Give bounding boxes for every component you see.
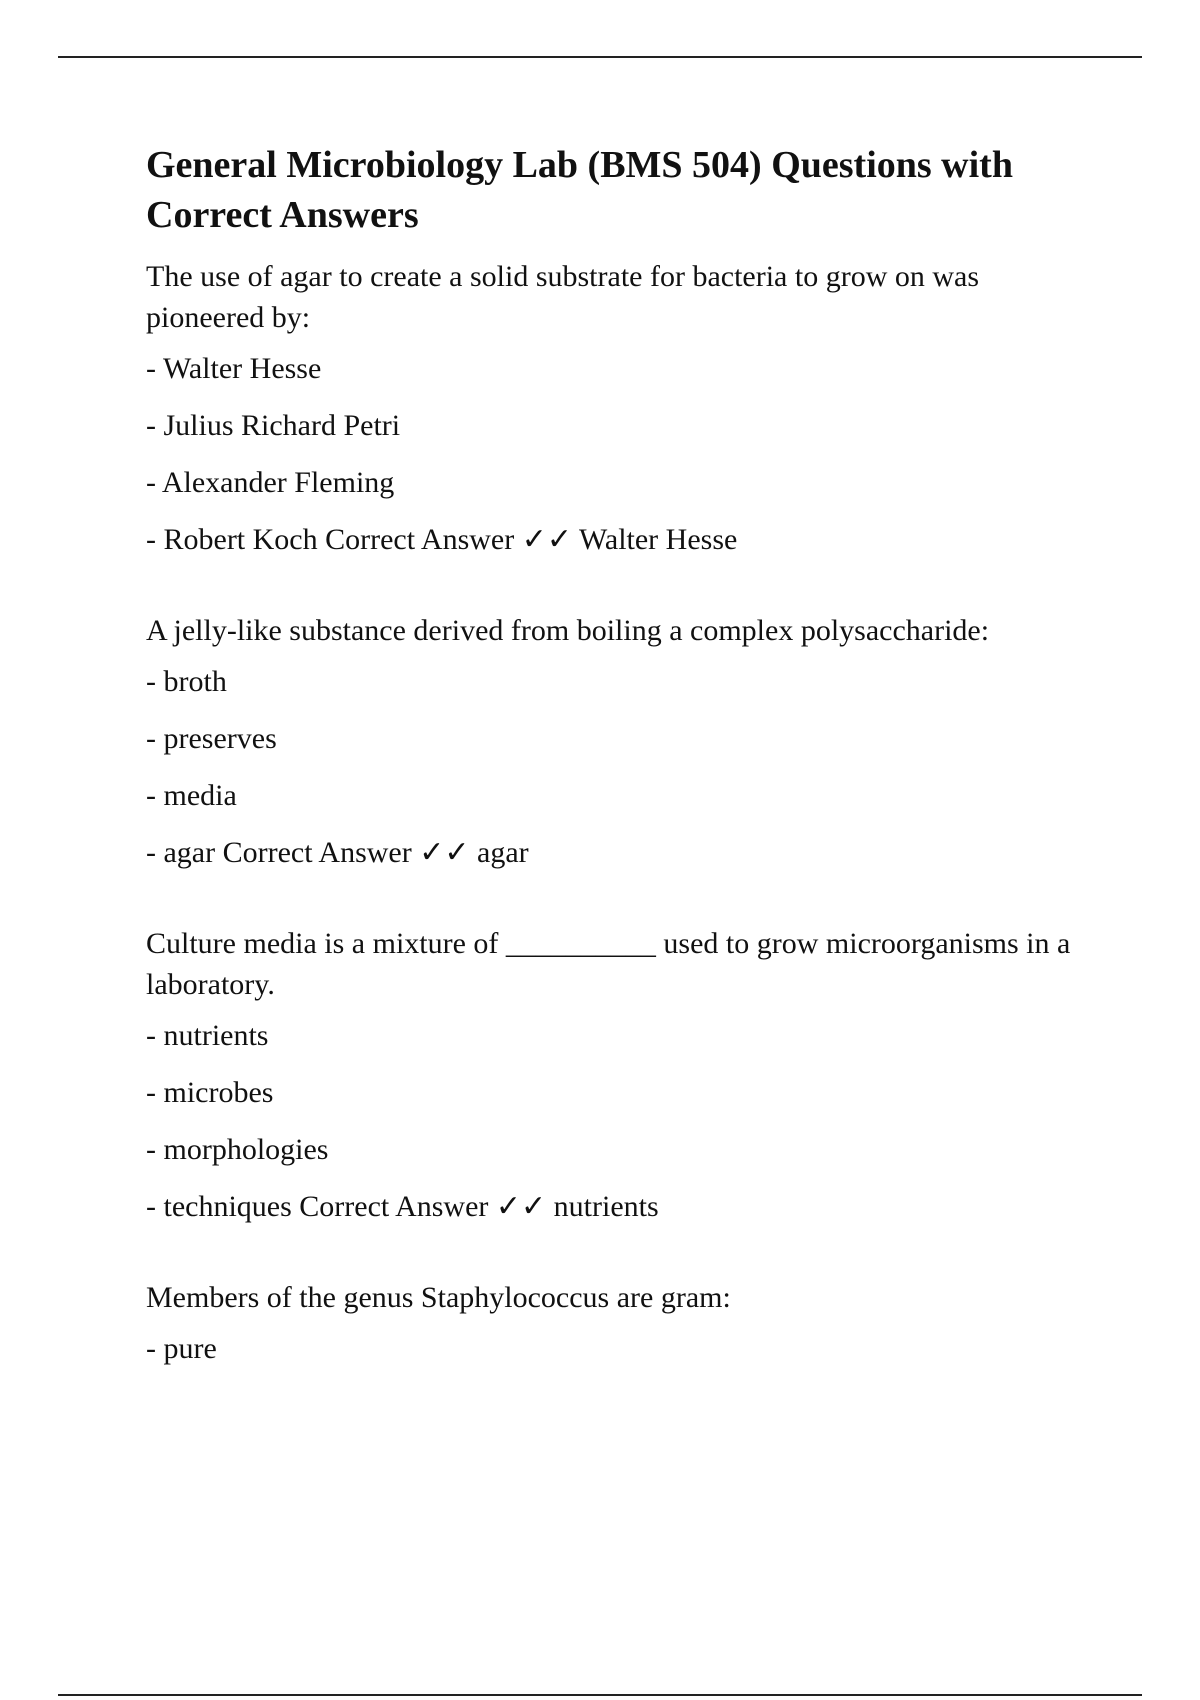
- option-item-with-answer: [146, 519, 1092, 560]
- correct-answer: Correct Answer ✓✓ nutrients: [299, 1190, 659, 1223]
- option-item: - preserves: [146, 722, 277, 755]
- option-list: [146, 1328, 1092, 1369]
- option-list: [146, 348, 1092, 560]
- option-label: - Robert Koch: [146, 523, 318, 556]
- question-text: A jelly-like substance derived from boiling a complex polysaccharide:: [146, 614, 990, 647]
- option-item: - nutrients: [146, 1019, 269, 1052]
- top-divider: [58, 56, 1142, 58]
- correct-answer: Correct Answer ✓✓ Walter Hesse: [325, 523, 738, 556]
- question-block-1: [146, 256, 1092, 560]
- option-item: - morphologies: [146, 1133, 329, 1166]
- option-list: [146, 1015, 1092, 1227]
- option-label: - techniques: [146, 1190, 292, 1223]
- question-text: The use of agar to create a solid substrate for bacteria to grow on was pioneered by:: [146, 260, 980, 334]
- option-item-with-answer: [146, 1186, 1092, 1227]
- document-body: [146, 140, 1092, 1419]
- option-item: - pure: [146, 1332, 217, 1365]
- option-item: - media: [146, 779, 237, 812]
- document-title: General Microbiology Lab (BMS 504) Questions with Correct Answers: [146, 144, 1013, 236]
- option-item: - broth: [146, 665, 227, 698]
- question-text: Culture media is a mixture of __________ used to grow microorganisms in a laboratory.: [146, 927, 1071, 1001]
- question-block-4: [146, 1277, 1092, 1369]
- bottom-divider: [58, 1694, 1142, 1696]
- option-item: - Julius Richard Petri: [146, 409, 401, 442]
- question-block-3: [146, 923, 1092, 1227]
- option-label: - agar: [146, 836, 216, 869]
- option-item: - Alexander Fleming: [146, 466, 395, 499]
- question-text: Members of the genus Staphylococcus are gram:: [146, 1281, 731, 1314]
- option-list: [146, 661, 1092, 873]
- correct-answer: Correct Answer ✓✓ agar: [222, 836, 529, 869]
- option-item: - microbes: [146, 1076, 274, 1109]
- option-item-with-answer: [146, 832, 1092, 873]
- option-item: - Walter Hesse: [146, 352, 322, 385]
- question-block-2: [146, 610, 1092, 873]
